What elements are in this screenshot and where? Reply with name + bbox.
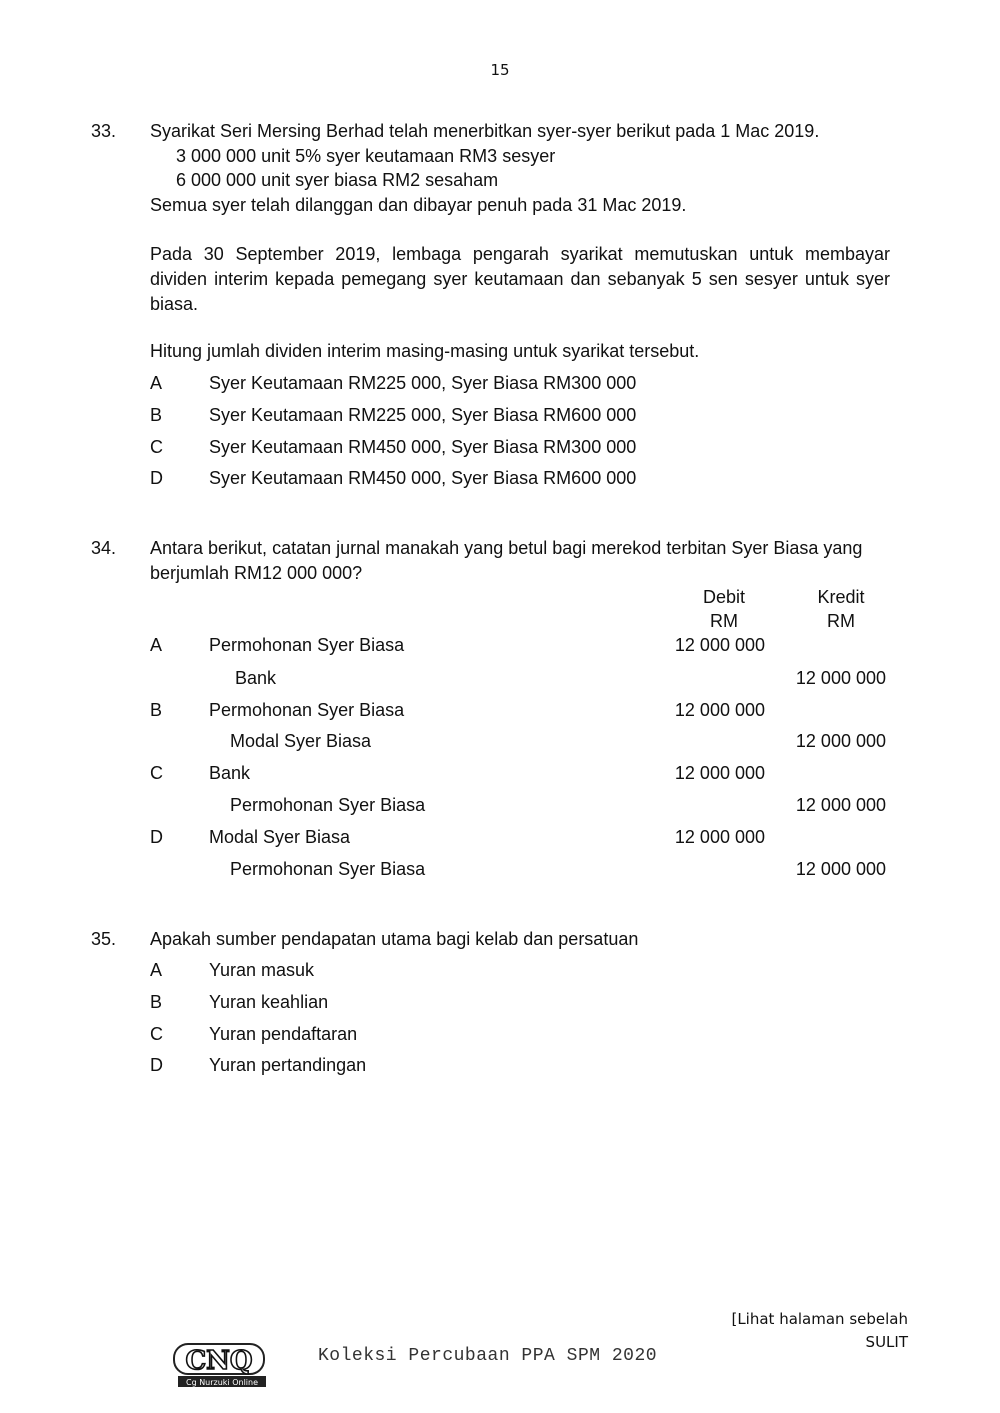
q34-option-d-debit-amount: 12 000 000 — [674, 827, 765, 847]
question-34-number: 34. — [91, 538, 117, 558]
cnq-logo — [170, 1340, 270, 1390]
q34-option-d-letter: D — [150, 827, 163, 847]
q34-option-c-credit-account[interactable]: Permohonan Syer Biasa — [230, 795, 426, 815]
collection-title: Koleksi Percubaan PPA SPM 2020 — [318, 1346, 658, 1366]
q34-option-d-credit-amount: 12 000 000 — [795, 859, 886, 879]
q34-option-c-letter: C — [150, 763, 163, 783]
q34-option-a-letter: A — [150, 635, 163, 655]
q33-option-c-letter: C — [150, 437, 163, 457]
q34-option-b-credit-account[interactable]: Modal Syer Biasa — [230, 731, 372, 751]
q34-option-a-credit-account[interactable]: Bank — [235, 668, 277, 688]
kredit-unit-header: RM — [827, 611, 855, 631]
q33-option-d-letter: D — [150, 468, 163, 488]
q34-option-c-debit-account[interactable]: Bank — [209, 763, 251, 783]
q35-option-c-text[interactable]: Yuran pendaftaran — [209, 1024, 358, 1044]
cnq-logo-text: CNQ — [185, 1346, 253, 1376]
q35-option-a-text[interactable]: Yuran masuk — [209, 960, 315, 980]
q34-option-b-letter: B — [150, 700, 163, 720]
q34-option-a-credit-amount: 12 000 000 — [795, 668, 886, 688]
question-33-line-2: 3 000 000 unit 5% syer keutamaan RM3 sesyer — [176, 146, 556, 166]
question-33-paragraph: Pada 30 September 2019, lembaga pengarah syarikat memutuskan untuk membayar dividen interim kepada pemegang syer keutamaan dan sebanyak 5 sen sesyer untuk syer biasa. — [150, 244, 890, 314]
debit-column-header: Debit — [702, 587, 746, 607]
question-33-prompt: Hitung jumlah dividen interim masing-masing untuk syarikat tersebut. — [150, 341, 700, 361]
q34-option-d-debit-account[interactable]: Modal Syer Biasa — [209, 827, 351, 847]
cnq-logo-graphic — [170, 1340, 270, 1390]
q34-option-a-debit-account[interactable]: Permohonan Syer Biasa — [209, 635, 405, 655]
cnq-logo-subtext: Cg Nurzuki Online — [185, 1378, 259, 1387]
question-33-line-3: 6 000 000 unit syer biasa RM2 sesaham — [176, 170, 499, 190]
question-34-line-2: berjumlah RM12 000 000? — [150, 563, 363, 583]
classification-label: SULIT — [865, 1333, 908, 1351]
q35-option-c-letter: C — [150, 1024, 163, 1044]
question-33-line-1: Syarikat Seri Mersing Berhad telah menerbitkan syer-syer berikut pada 1 Mac 2019. — [150, 121, 820, 141]
q33-option-b-text[interactable]: Syer Keutamaan RM225 000, Syer Biasa RM600 000 — [209, 405, 637, 425]
q34-option-c-debit-amount: 12 000 000 — [674, 763, 765, 783]
q34-option-d-credit-account[interactable]: Permohonan Syer Biasa — [230, 859, 426, 879]
debit-unit-header: RM — [710, 611, 738, 631]
q33-option-a-text[interactable]: Syer Keutamaan RM225 000, Syer Biasa RM300 000 — [209, 373, 637, 393]
q35-option-b-letter: B — [150, 992, 163, 1012]
q33-option-a-letter: A — [150, 373, 163, 393]
q34-option-a-debit-amount: 12 000 000 — [674, 635, 765, 655]
q34-option-b-debit-account[interactable]: Permohonan Syer Biasa — [209, 700, 405, 720]
question-35-number: 35. — [91, 929, 117, 949]
question-33-number: 33. — [91, 121, 117, 141]
page-number: 15 — [490, 61, 510, 79]
q34-option-c-credit-amount: 12 000 000 — [795, 795, 886, 815]
q35-option-d-letter: D — [150, 1055, 163, 1075]
q33-option-d-text[interactable]: Syer Keutamaan RM450 000, Syer Biasa RM600 000 — [209, 468, 637, 488]
kredit-column-header: Kredit — [817, 587, 865, 607]
question-33-line-4: Semua syer telah dilanggan dan dibayar penuh pada 31 Mac 2019. — [150, 195, 687, 215]
q35-option-a-letter: A — [150, 960, 163, 980]
q34-option-b-credit-amount: 12 000 000 — [795, 731, 886, 751]
turn-page-note: [Lihat halaman sebelah — [731, 1310, 908, 1328]
question-35-prompt: Apakah sumber pendapatan utama bagi kelab dan persatuan — [150, 929, 639, 949]
q34-option-b-debit-amount: 12 000 000 — [674, 700, 765, 720]
q33-option-b-letter: B — [150, 405, 163, 425]
q35-option-d-text[interactable]: Yuran pertandingan — [209, 1055, 367, 1075]
q35-option-b-text[interactable]: Yuran keahlian — [209, 992, 329, 1012]
question-34-line-1: Antara berikut, catatan jurnal manakah yang betul bagi merekod terbitan Syer Biasa yang — [150, 538, 863, 558]
q33-option-c-text[interactable]: Syer Keutamaan RM450 000, Syer Biasa RM300 000 — [209, 437, 637, 457]
